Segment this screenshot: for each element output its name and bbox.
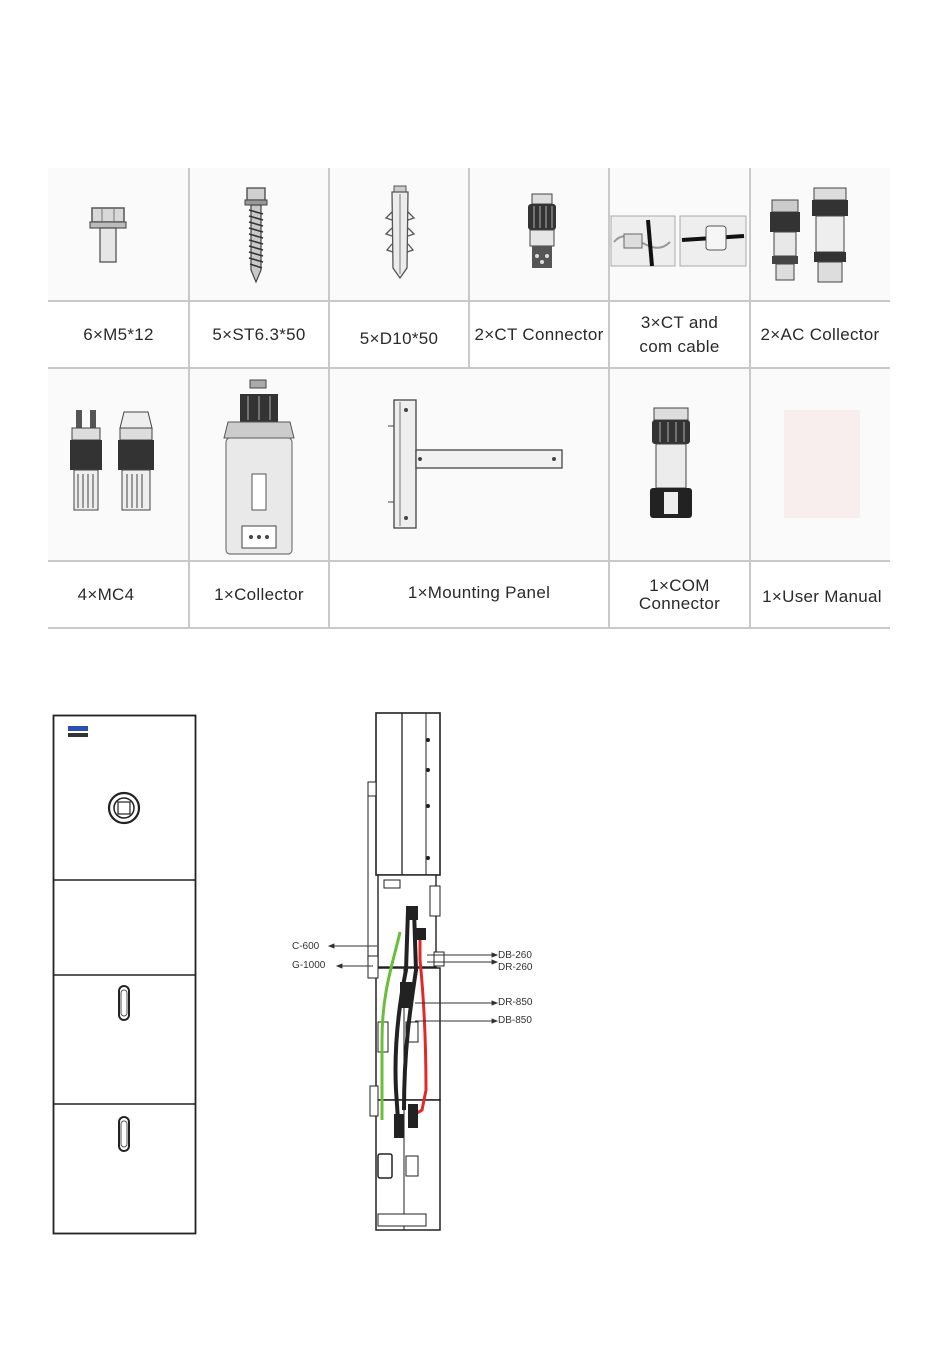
wire-label-dr850: DR-850	[498, 997, 533, 1008]
accessory-label: 2×CT Connector	[474, 325, 604, 345]
accessory-label: 5×D10*50	[359, 329, 439, 349]
accessory-label-line: 3×CT and	[640, 313, 719, 333]
accessory-label: 4×MC4	[77, 585, 135, 605]
wire-label-dr260: DR-260	[498, 962, 533, 973]
accessory-label: 1×User Manual	[762, 587, 882, 607]
user-manual-icon	[784, 410, 860, 518]
ct-cable-icon	[610, 212, 748, 270]
collector-icon	[218, 378, 300, 558]
accessory-table	[48, 168, 890, 630]
accessory-label	[609, 302, 750, 368]
leader-lines	[325, 935, 500, 1030]
accessory-label-line: com cable	[639, 337, 720, 356]
battery-stack-front-view	[52, 714, 198, 1236]
mounting-panel-icon	[388, 396, 564, 530]
accessory-label	[609, 562, 750, 628]
wall-anchor-icon	[384, 184, 416, 280]
wire-label-db850: DB-850	[498, 1015, 532, 1026]
ct-connector-icon	[524, 192, 560, 274]
screw-icon	[244, 186, 268, 284]
wire-label-g1000: G-1000	[292, 960, 326, 971]
wire-label-db260: DB-260	[498, 950, 532, 961]
accessory-label: 6×M5*12	[83, 325, 154, 345]
accessory-label: 1×Collector	[214, 585, 304, 605]
ac-collector-icon	[766, 186, 852, 286]
accessory-label: 1×Mounting Panel	[407, 583, 551, 603]
accessory-label: 5×ST6.3*50	[212, 325, 306, 345]
com-connector-icon	[648, 406, 694, 522]
mc4-icon	[68, 408, 168, 512]
accessory-label-line: Connector	[638, 594, 721, 613]
accessory-label-line: 1×COM	[649, 576, 710, 596]
wire-label-c600: C-600	[292, 941, 320, 952]
bolt-icon	[88, 204, 128, 266]
accessory-label: 2×AC Collector	[760, 325, 880, 345]
